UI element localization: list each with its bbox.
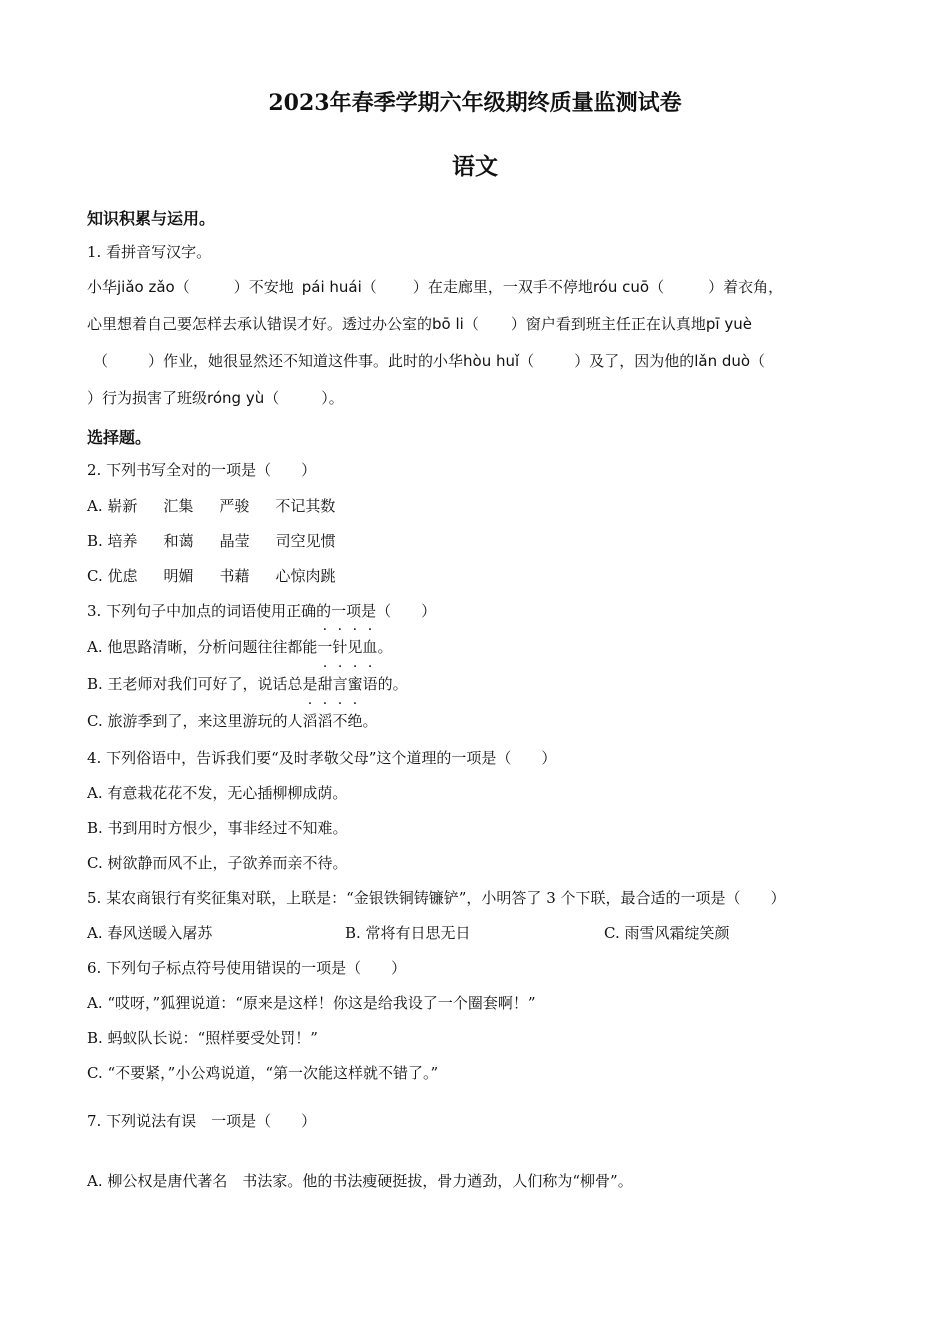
q4-option-a[interactable]: A. 有意栽花花不发，无心插柳柳成荫。 xyxy=(87,784,348,802)
q6-option-b[interactable]: B. 蚂蚁队长说：“照样要受处罚！” xyxy=(87,1029,318,1047)
q1-line-1: 小华jiǎo zǎo（ ）不安地 pái huái（ ）在走廊里，一双手不停地róu cuō（ ）着衣角， xyxy=(87,278,784,296)
pinyin-4: bō li xyxy=(432,315,464,333)
q2-option-c[interactable]: C. 优虑 明媚 书藉 心惊肉跳 xyxy=(87,567,336,585)
q6-option-a[interactable]: A. “哎呀，”狐狸说道：“原来是这样！你这是给我设了一个圈套啊！” xyxy=(87,994,536,1012)
pinyin-3: róu cuō xyxy=(592,278,650,296)
q3-option-b[interactable]: B. 王老师对我们可好了，说话总是甜言蜜语的。 xyxy=(87,675,408,693)
q5-options xyxy=(87,922,867,943)
pinyin-1: jiǎo zǎo xyxy=(117,278,175,296)
pinyin-8: róng yù xyxy=(207,389,265,407)
q5-stem: 5. 某农商银行有奖征集对联，上联是：“金银铁铜铸镰铲”，小明答了 3 个下联，最合适的一项是（ ） xyxy=(87,889,786,907)
pinyin-5: pī yuè xyxy=(705,315,752,333)
q2-stem: 2. 下列书写全对的一项是（ ） xyxy=(87,461,317,479)
q2-option-b[interactable]: B. 培养 和蔼 晶莹 司空见惯 xyxy=(87,532,336,550)
section-heading-knowledge: 知识积累与运用。 xyxy=(87,209,216,228)
q4-option-b[interactable]: B. 书到用时方恨少，事非经过不知难。 xyxy=(87,819,348,837)
pinyin-6: hòu huǐ xyxy=(463,352,520,370)
q7-stem: 7. 下列说法有误 一项是（ ） xyxy=(87,1112,317,1130)
q4-option-c[interactable]: C. 树欲静而风不止，子欲养而亲不待。 xyxy=(87,854,348,872)
pinyin-7: lǎn duò xyxy=(694,352,751,370)
q3-option-c[interactable]: C. 旅游季到了，来这里游玩的人滔滔不绝。 xyxy=(87,712,378,730)
q1-line-3: （ ）作业，她很显然还不知道这件事。此时的小华hòu huǐ（ ）及了，因为他的lǎn duò（ xyxy=(93,352,766,370)
q3-option-a[interactable]: A. 他思路清晰，分析问题往往都能一针见血。 xyxy=(87,638,393,656)
q1-line-2: 心里想着自己要怎样去承认错误才好。透过办公室的bō li（ ）窗户看到班主任正在认真地pī yuè xyxy=(87,315,752,333)
q1-line-4: ）行为损害了班级róng yù（ ）。 xyxy=(87,389,344,407)
q7-option-a[interactable]: A. 柳公权是唐代著名 书法家。他的书法瘦硬挺拔，骨力遒劲，人们称为“柳骨”。 xyxy=(87,1172,633,1190)
q6-option-c[interactable]: C. “不要紧，”小公鸡说道，“第一次能这样就不错了。” xyxy=(87,1064,439,1082)
subject-title: 语文 xyxy=(452,153,498,180)
q5-option-c[interactable]: C. 雨雪风霜绽笑颜 xyxy=(604,924,730,942)
q3-stem: 3. 下列句子中加点的词语使用正确的一项是（ ） xyxy=(87,602,437,620)
exam-title: 2023年春季学期六年级期终质量监测试卷 xyxy=(268,90,682,116)
pinyin-2: pái huái xyxy=(301,278,362,296)
q4-stem: 4. 下列俗语中，告诉我们要“及时孝敬父母”这个道理的一项是（ ） xyxy=(87,749,557,767)
q2-option-a[interactable]: A. 崭新 汇集 严骏 不记其数 xyxy=(87,497,336,515)
q1-stem: 1. 看拼音写汉字。 xyxy=(87,243,212,261)
q6-stem: 6. 下列句子标点符号使用错误的一项是（ ） xyxy=(87,959,407,977)
q5-option-b[interactable]: B. 常将有日思无日 xyxy=(345,924,471,942)
q5-option-a[interactable]: A. 春风送暖入屠苏 xyxy=(87,924,213,942)
section-heading-choice: 选择题。 xyxy=(87,428,152,447)
